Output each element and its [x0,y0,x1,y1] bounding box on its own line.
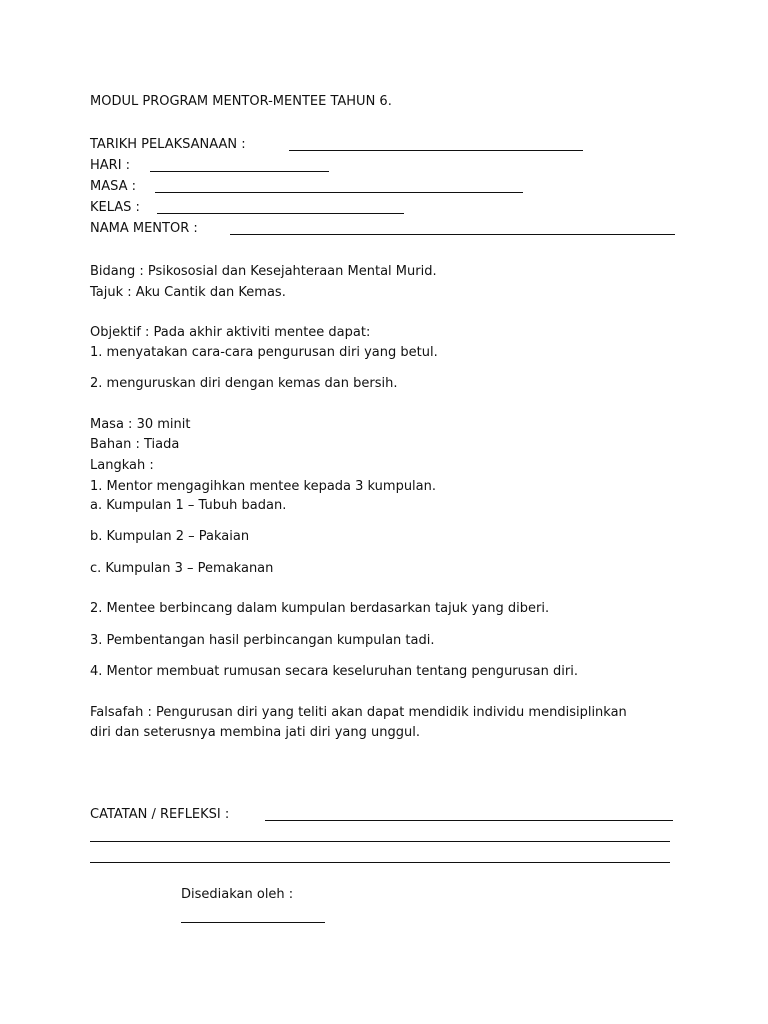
objektif-item-1: 1. menyatakan cara-cara pengurusan diri yang betul. [90,345,438,360]
catatan-blank-line-2[interactable] [90,841,670,842]
langkah-step-1: 1. Mentor mengagihkan mentee kepada 3 kumpulan. [90,479,437,494]
kumpulan-3: c. Kumpulan 3 – Pemakanan [90,561,274,576]
disediakan-label: Disediakan oleh : [181,887,294,902]
kumpulan-1: a. Kumpulan 1 – Tubuh badan. [90,498,287,513]
bahan-text: Bahan : Tiada [90,437,180,452]
kelas-label: KELAS : [90,200,140,215]
catatan-blank-line-1[interactable] [265,820,673,821]
langkah-step-4: 4. Mentor membuat rumusan secara keseluruhan tentang pengurusan diri. [90,664,578,679]
tarikh-label: TARIKH PELAKSANAAN : [90,137,246,152]
kumpulan-2: b. Kumpulan 2 – Pakaian [90,529,250,544]
langkah-step-2: 2. Mentee berbincang dalam kumpulan berdasarkan tajuk yang diberi. [90,601,550,616]
objektif-heading: Objektif : Pada akhir aktiviti mentee dapat: [90,325,371,340]
tarikh-blank-line[interactable] [289,150,583,151]
bidang-text: Bidang : Psikososial dan Kesejahteraan Mental Murid. [90,264,437,279]
langkah-heading: Langkah : [90,458,154,473]
kelas-blank-line[interactable] [157,213,404,214]
falsafah-line-2: diri dan seterusnya membina jati diri yang unggul. [90,725,420,740]
catatan-label: CATATAN / REFLEKSI : [90,807,230,822]
nama-mentor-blank-line[interactable] [230,234,675,235]
falsafah-line-1: Falsafah : Pengurusan diri yang teliti akan dapat mendidik individu mendisiplinkan [90,705,627,720]
objektif-item-2: 2. menguruskan diri dengan kemas dan bersih. [90,376,398,391]
masa-blank-line[interactable] [155,192,523,193]
hari-label: HARI : [90,158,131,173]
masa-info: Masa : 30 minit [90,417,191,432]
hari-blank-line[interactable] [150,171,329,172]
document-title: MODUL PROGRAM MENTOR-MENTEE TAHUN 6. [90,94,392,109]
nama-mentor-label: NAMA MENTOR : [90,221,198,236]
langkah-step-3: 3. Pembentangan hasil perbincangan kumpulan tadi. [90,633,435,648]
catatan-blank-line-3[interactable] [90,862,670,863]
tajuk-text: Tajuk : Aku Cantik dan Kemas. [90,285,286,300]
masa-label: MASA : [90,179,137,194]
signature-blank-line[interactable] [181,922,325,923]
